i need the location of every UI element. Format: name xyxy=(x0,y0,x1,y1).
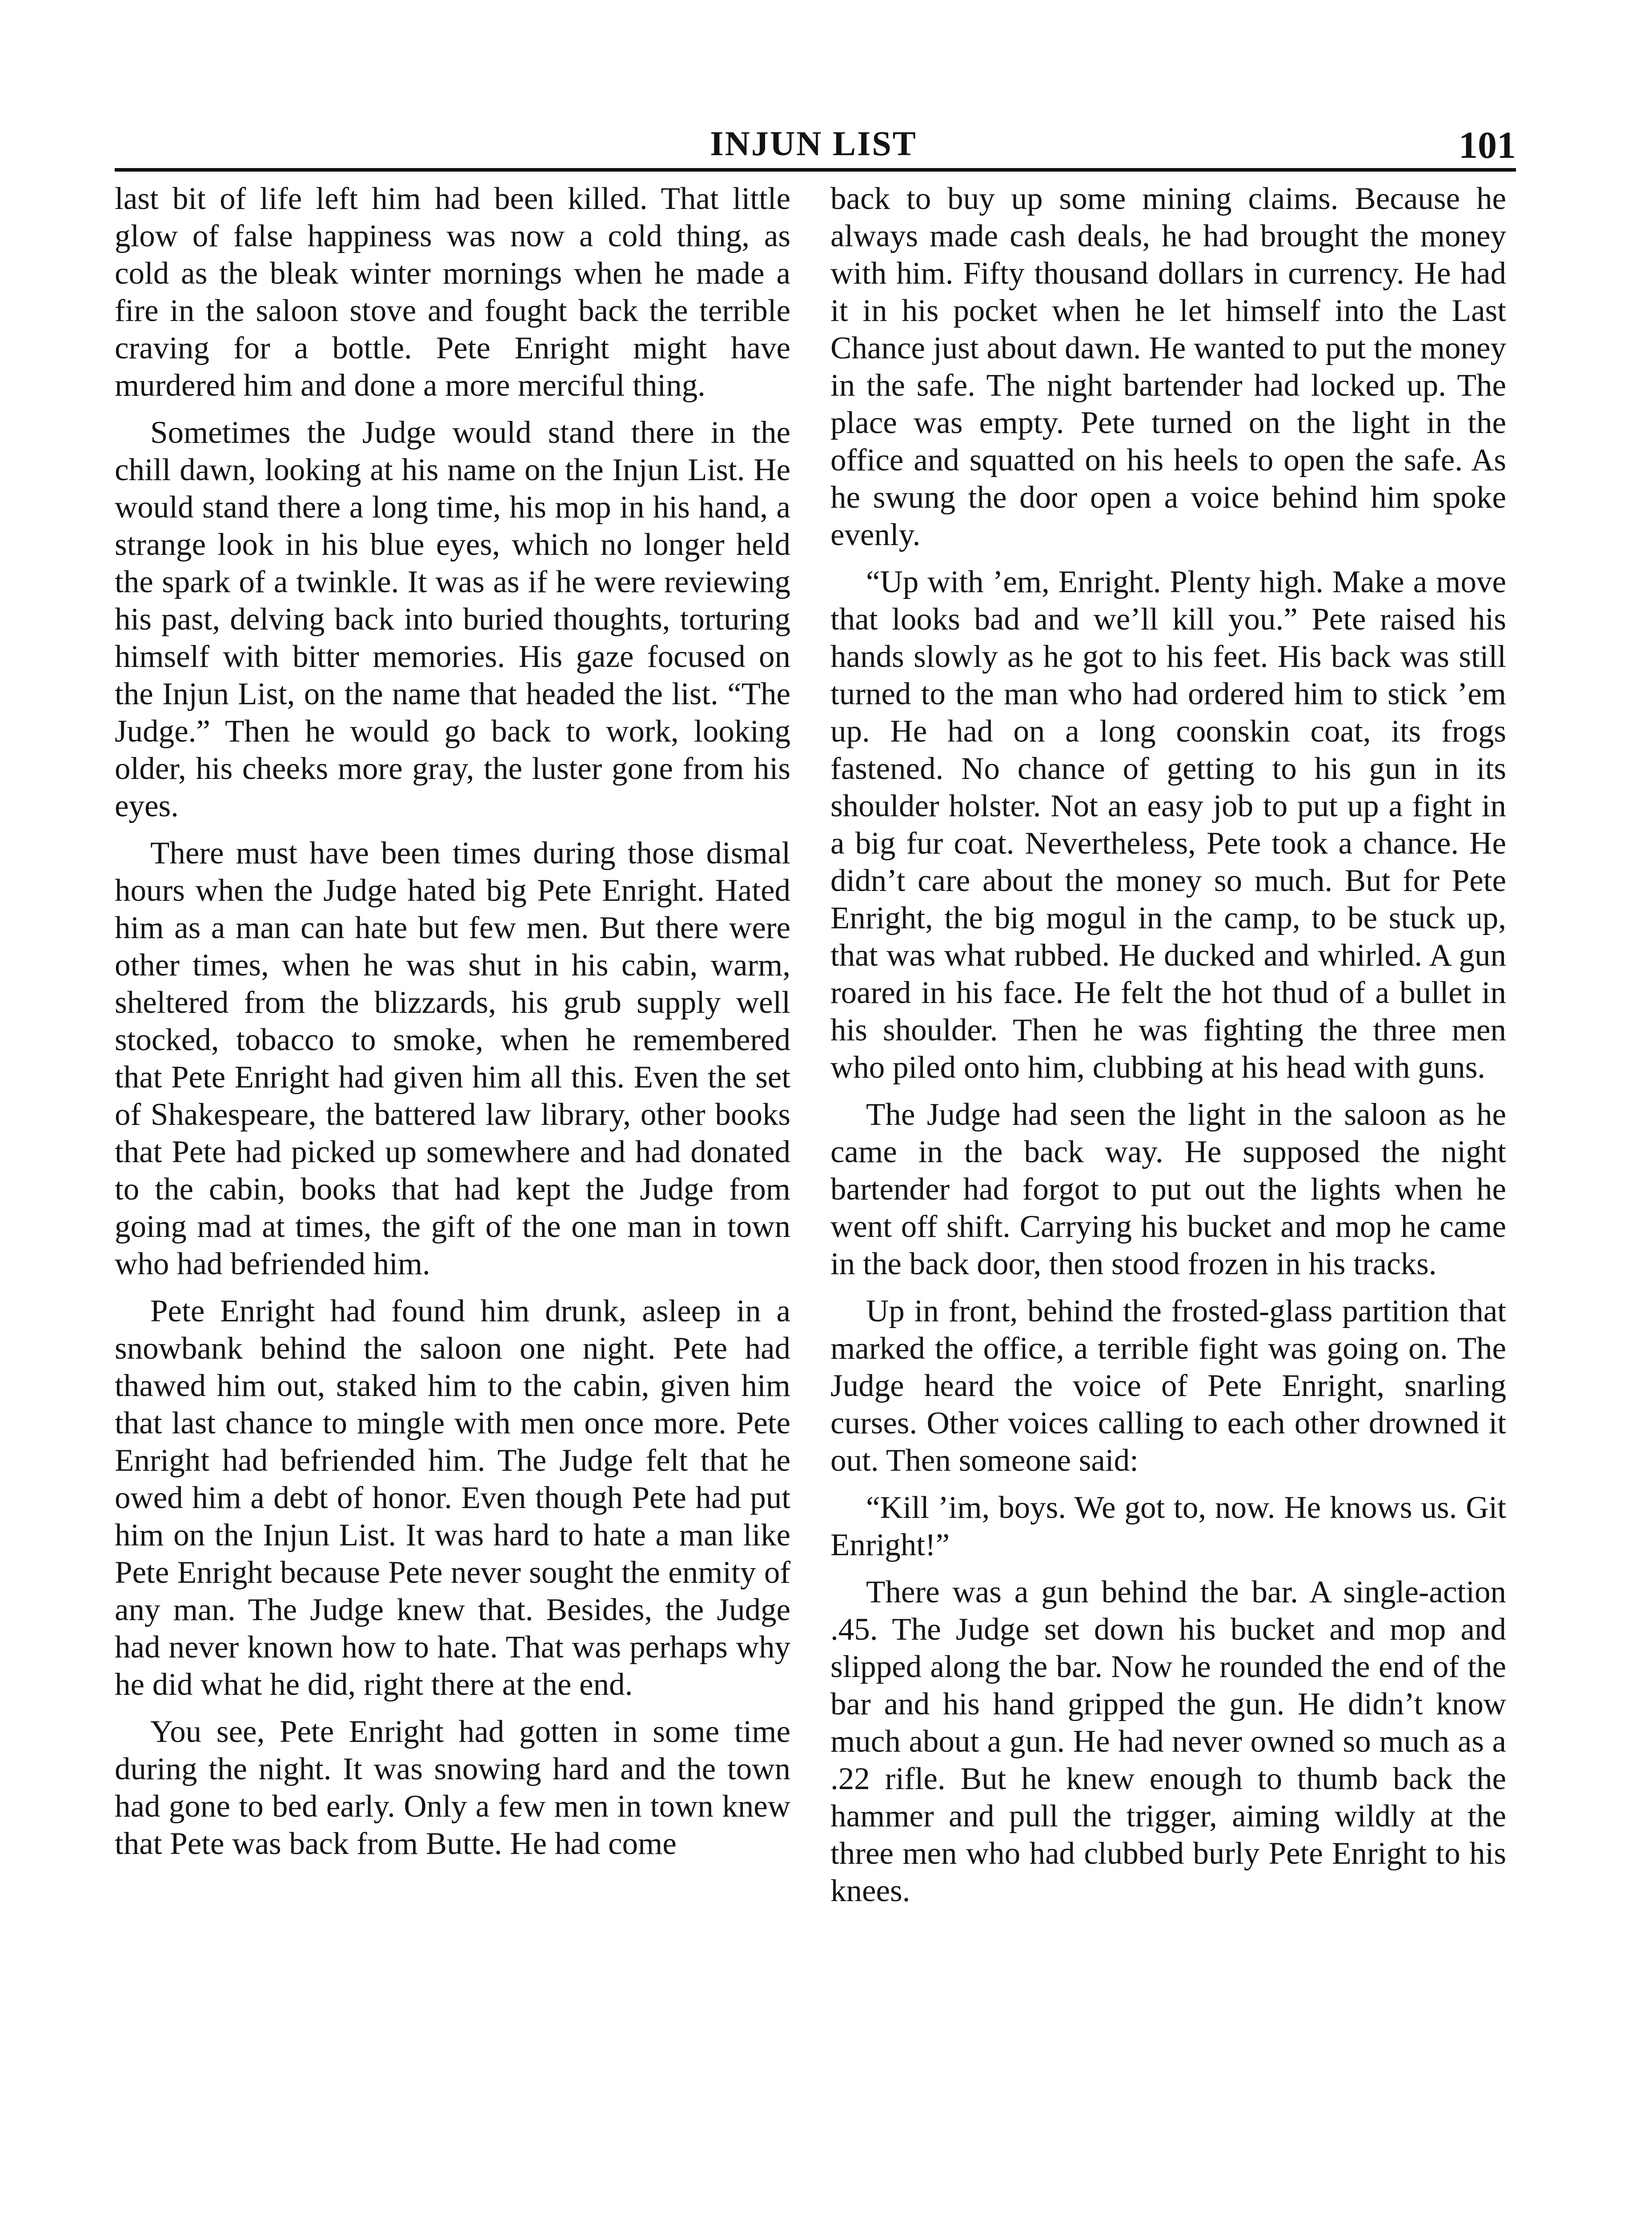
paragraph: The Judge had seen the light in the saloon as he came in the back way. He supposed the night bartender had forgot to put out the lights when he went off shift. Carrying his bucket and mop he came in the back door, then stood frozen in his tracks. xyxy=(830,1097,1506,1281)
paragraph: back to buy up some mining claims. Because he always made cash deals, he had brought the money with him. Fifty thousand dollars in currency. He had it in his pocket when he let himself into the Last Chance just about dawn. He wanted to put the money in the safe. The night bartender had locked up. The place was empty. Pete turned on the light in the office and squatted on his heels to open the safe. As he swung the door open a voice behind him spoke evenly. xyxy=(830,181,1506,552)
paragraph: “Kill ’im, boys. We got to, now. He knows us. Git Enright!” xyxy=(830,1490,1506,1562)
paragraph: Pete Enright had found him drunk, asleep in a snowbank behind the saloon one night. Pete had thawed him out, staked him to the cabin, given him that last chance to mingle with men once more. Pete Enright had befriended him. The Judge felt that he owed him a debt of honor. Even though Pete had put him on the Injun List. It was hard to hate a man like Pete Enright because Pete never sought the enmity of any man. The Judge knew that. Besides, the Judge had never known how to hate. That was perhaps why he did what he did, right there at the end. xyxy=(115,1294,790,1702)
paragraph: There was a gun behind the bar. A single-action .45. The Judge set down his bucket and mop and slipped along the bar. Now he rounded the end of the bar and his hand gripped the gun. He didn’t know much about a gun. He had never owned so much as a .22 rifle. But he knew enough to thumb back the hammer and pull the trigger, aiming wildly at the three men who had clubbed burly Pete Enright to his knees. xyxy=(830,1575,1506,1908)
page-number: 101 xyxy=(1459,124,1516,166)
text-column-left xyxy=(115,180,790,2223)
paragraph: You see, Pete Enright had gotten in some time during the night. It was snowing hard and the town had gone to bed early. Only a few men in town knew that Pete was back from Butte. He had come xyxy=(115,1714,790,1861)
header-rule xyxy=(115,168,1516,172)
paragraph: Up in front, behind the frosted-glass partition that marked the office, a terrible fight was going on. The Judge heard the voice of Pete Enright, snarling curses. Other voices calling to each other drowned it out. Then someone said: xyxy=(830,1294,1506,1478)
text-column-right xyxy=(830,180,1506,2223)
running-title: INJUN LIST xyxy=(710,124,917,163)
paragraph: Sometimes the Judge would stand there in the chill dawn, looking at his name on the Injun List. He would stand there a long time, his mop in his hand, a strange look in his blue eyes, which no longer held the spark of a twinkle. It was as if he were reviewing his past, delving back into buried thoughts, torturing himself with bitter memories. His gaze focused on the Injun List, on the name that headed the list. “The Judge.” Then he would go back to work, looking older, his cheeks more gray, the luster gone from his eyes. xyxy=(115,415,790,823)
paragraph: “Up with ’em, Enright. Plenty high. Make a move that looks bad and we’ll kill you.” Pete raised his hands slowly as he got to his feet. His back was still turned to the man who had ordered him to stick ’em up. He had on a long coonskin coat, its frogs fastened. No chance of getting to his gun in its shoulder holster. Not an easy job to put up a fight in a big fur coat. Nevertheless, Pete took a chance. He didn’t care about the money so much. But for Pete Enright, the big mogul in the camp, to be stuck up, that was what rubbed. He ducked and whirled. A gun roared in his face. He felt the hot thud of a bullet in his shoulder. Then he was fighting the three men who piled onto him, clubbing at his head with guns. xyxy=(830,565,1506,1085)
paragraph: last bit of life left him had been killed. That little glow of false happiness was now a cold thing, as cold as the bleak winter mornings when he made a fire in the saloon stove and fought back the terrible craving for a bottle. Pete Enright might have murdered him and done a more merciful thing. xyxy=(115,181,790,403)
page-header xyxy=(111,119,1516,168)
paragraph: There must have been times during those dismal hours when the Judge hated big Pete Enright. Hated him as a man can hate but few men. But there were other times, when he was shut in his cabin, warm, sheltered from the blizzards, his grub supply well stocked, tobacco to smoke, when he remembered that Pete Enright had given him all this. Even the set of Shakespeare, the battered law library, other books that Pete had picked up somewhere and had donated to the cabin, books that had kept the Judge from going mad at times, the gift of the one man in town who had befriended him. xyxy=(115,836,790,1281)
